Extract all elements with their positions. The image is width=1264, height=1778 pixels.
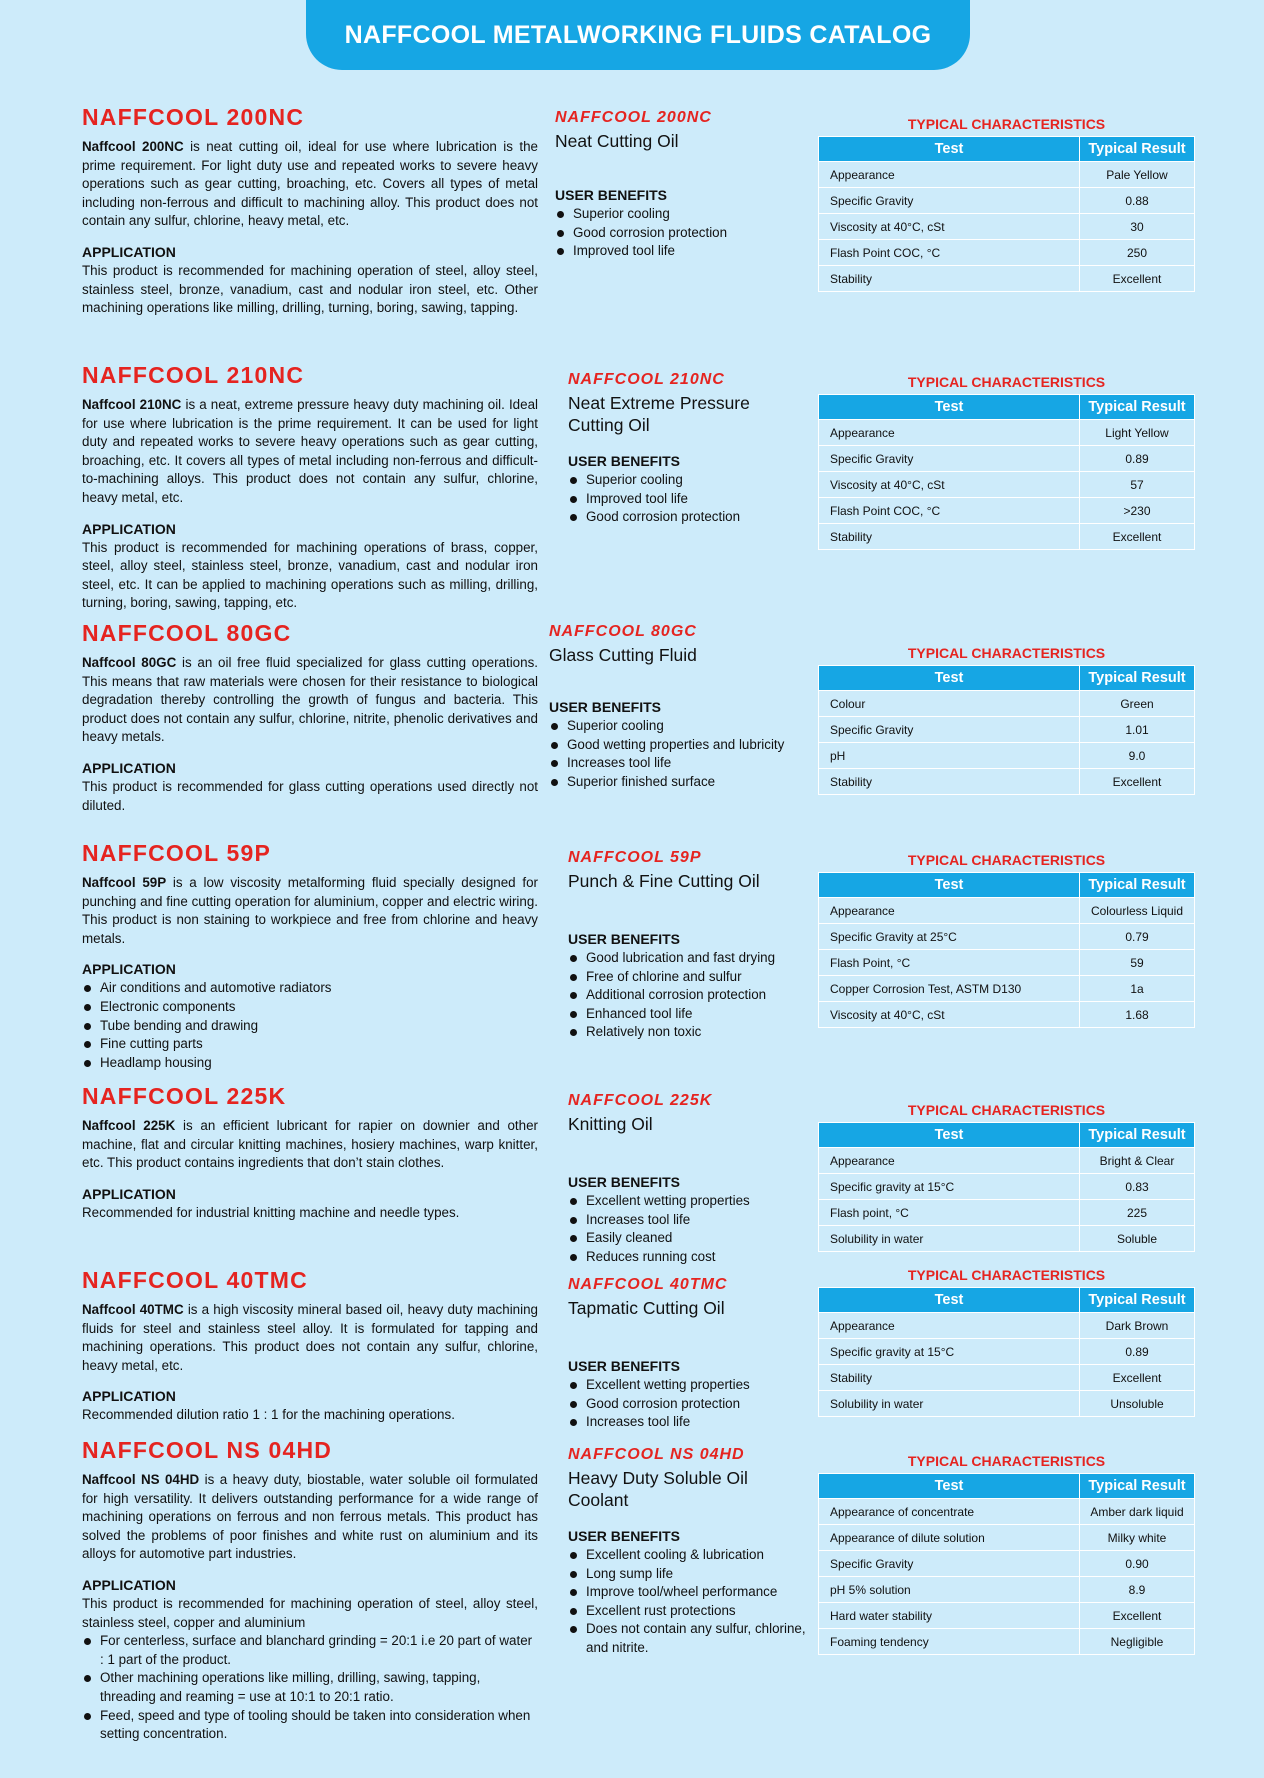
result-cell: Excellent bbox=[1080, 266, 1195, 292]
test-cell: Hard water stability bbox=[819, 1603, 1080, 1629]
table-row bbox=[819, 1148, 1195, 1174]
list-item: Good corrosion protection bbox=[555, 224, 815, 243]
test-cell: Foaming tendency bbox=[819, 1629, 1080, 1655]
table-row bbox=[819, 1551, 1195, 1577]
result-header: Typical Result bbox=[1080, 873, 1195, 898]
result-cell: Bright & Clear bbox=[1080, 1148, 1195, 1174]
catalog-title: NAFFCOOL METALWORKING FLUIDS CATALOG bbox=[344, 20, 932, 49]
table-header-row bbox=[819, 1123, 1195, 1148]
table-row bbox=[819, 1200, 1195, 1226]
product-name-italic: NAFFCOOL 210NC bbox=[568, 371, 725, 388]
product-description bbox=[82, 1437, 538, 1744]
test-cell: Stability bbox=[819, 769, 1080, 795]
table-row bbox=[819, 950, 1195, 976]
list-item: Superior cooling bbox=[549, 717, 809, 736]
product-summary bbox=[568, 1091, 808, 1264]
list-item: Reduces running cost bbox=[568, 1248, 828, 1267]
test-header: Test bbox=[819, 873, 1080, 898]
product-name-italic: NAFFCOOL 40TMC bbox=[568, 1276, 728, 1293]
table-row bbox=[819, 717, 1195, 743]
benefits-list bbox=[555, 205, 815, 261]
result-cell: Negligible bbox=[1080, 1629, 1195, 1655]
result-cell: 9.0 bbox=[1080, 743, 1195, 769]
test-cell: pH bbox=[819, 743, 1080, 769]
product-subtitle: Knitting Oil bbox=[568, 1114, 653, 1134]
table-header-row bbox=[819, 395, 1195, 420]
test-cell: Specific Gravity bbox=[819, 188, 1080, 214]
product-name-bold: Naffcool 210NC bbox=[82, 397, 182, 412]
benefits-list bbox=[568, 1192, 828, 1266]
result-header: Typical Result bbox=[1080, 395, 1195, 420]
user-benefits-heading: USER BENEFITS bbox=[568, 931, 681, 947]
user-benefits-heading: USER BENEFITS bbox=[568, 453, 681, 469]
user-benefits bbox=[549, 698, 809, 791]
table-row bbox=[819, 188, 1195, 214]
product-summary bbox=[568, 1445, 808, 1655]
characteristics-heading: TYPICAL CHARACTERISTICS bbox=[907, 1102, 1106, 1118]
product-title: NAFFCOOL 40TMC bbox=[82, 1267, 308, 1293]
typical-characteristics bbox=[818, 116, 1195, 292]
product-description bbox=[82, 1267, 538, 1425]
result-cell: 0.88 bbox=[1080, 188, 1195, 214]
typical-characteristics bbox=[818, 852, 1195, 1028]
list-item: Good corrosion protection bbox=[568, 508, 828, 527]
table-header-row bbox=[819, 1288, 1195, 1313]
list-item: Excellent rust protections bbox=[568, 1602, 828, 1621]
list-item: Excellent cooling & lubrication bbox=[568, 1546, 828, 1565]
product-desc bbox=[82, 396, 538, 508]
benefits-list bbox=[568, 471, 828, 527]
product-subtitle: Neat Extreme Pressure Cutting Oil bbox=[568, 393, 750, 435]
table-row bbox=[819, 1577, 1195, 1603]
characteristics-heading: TYPICAL CHARACTERISTICS bbox=[907, 374, 1106, 390]
product-name-bold: Naffcool 59P bbox=[82, 875, 167, 890]
test-cell: Appearance of concentrate bbox=[819, 1499, 1080, 1525]
list-item: Does not contain any sulfur, chlorine, and nitrite. bbox=[568, 1620, 828, 1657]
list-item: Electronic components bbox=[82, 998, 538, 1017]
result-cell: 0.89 bbox=[1080, 446, 1195, 472]
test-cell: Solubility in water bbox=[819, 1391, 1080, 1417]
list-item: Feed, speed and type of tooling should be taken into consideration when setting concentration. bbox=[82, 1707, 538, 1744]
product-summary bbox=[568, 848, 808, 1040]
table-row bbox=[819, 1365, 1195, 1391]
table-header-row bbox=[819, 137, 1195, 162]
product-title: NAFFCOOL 59P bbox=[82, 840, 272, 866]
test-cell: Viscosity at 40°C, cSt bbox=[819, 472, 1080, 498]
result-cell: 1a bbox=[1080, 976, 1195, 1002]
test-cell: Appearance bbox=[819, 420, 1080, 446]
result-cell: Unsoluble bbox=[1080, 1391, 1195, 1417]
application-text: Recommended dilution ratio 1 : 1 for the machining operations. bbox=[82, 1407, 455, 1423]
table-row bbox=[819, 472, 1195, 498]
characteristics-table bbox=[818, 1122, 1195, 1252]
characteristics-heading: TYPICAL CHARACTERISTICS bbox=[907, 852, 1106, 868]
table-row bbox=[819, 498, 1195, 524]
product-subtitle: Heavy Duty Soluble Oil Coolant bbox=[568, 1468, 748, 1510]
result-cell: 0.83 bbox=[1080, 1174, 1195, 1200]
product-subtitle: Glass Cutting Fluid bbox=[549, 645, 697, 665]
list-item: Relatively non toxic bbox=[568, 1023, 828, 1042]
result-cell: Green bbox=[1080, 691, 1195, 717]
application-text: This product is recommended for glass cutting operations used directly not diluted. bbox=[82, 778, 538, 813]
characteristics-table bbox=[818, 872, 1195, 1028]
characteristics-table bbox=[818, 665, 1195, 795]
product-summary bbox=[568, 370, 808, 525]
result-cell: >230 bbox=[1080, 498, 1195, 524]
table-header-row bbox=[819, 666, 1195, 691]
user-benefits-heading: USER BENEFITS bbox=[568, 1528, 681, 1544]
product-summary bbox=[549, 622, 789, 789]
test-header: Test bbox=[819, 137, 1080, 162]
product-subtitle: Tapmatic Cutting Oil bbox=[568, 1298, 725, 1318]
product-description bbox=[82, 840, 538, 1072]
product-title: NAFFCOOL 200NC bbox=[82, 104, 305, 130]
user-benefits-heading: USER BENEFITS bbox=[549, 699, 662, 715]
application-list bbox=[82, 979, 538, 1072]
table-row bbox=[819, 524, 1195, 550]
table-row bbox=[819, 446, 1195, 472]
result-cell: Soluble bbox=[1080, 1226, 1195, 1252]
table-row bbox=[819, 743, 1195, 769]
list-item: Other machining operations like milling, drilling, sawing, tapping, threading and reaming = use at 10:1 to 20:1 ratio. bbox=[82, 1669, 538, 1706]
test-cell: Stability bbox=[819, 266, 1080, 292]
result-header: Typical Result bbox=[1080, 1123, 1195, 1148]
list-item: Fine cutting parts bbox=[82, 1035, 538, 1054]
product-desc bbox=[82, 874, 538, 948]
list-item: Increases tool life bbox=[549, 754, 809, 773]
test-cell: Flash Point, °C bbox=[819, 950, 1080, 976]
product-name-bold: Naffcool 225K bbox=[82, 1118, 176, 1133]
test-header: Test bbox=[819, 1474, 1080, 1499]
product-title: NAFFCOOL 210NC bbox=[82, 362, 305, 388]
list-item: Good wetting properties and lubricity bbox=[549, 736, 809, 755]
table-row bbox=[819, 1313, 1195, 1339]
list-item: For centerless, surface and blanchard grinding = 20:1 i.e 20 part of water : 1 part of the product. bbox=[82, 1632, 538, 1669]
characteristics-heading: TYPICAL CHARACTERISTICS bbox=[907, 645, 1106, 661]
product-desc-text: is an oil free fluid specialized for glass cutting operations. This means that raw materials were chosen for their resistance to biological degradation thereby controlling the growth of fungus and bacteria. This product does not contain any sulfur, chlorine, nitrite, phenolic derivatives and heavy metals. bbox=[82, 655, 538, 745]
test-cell: Specific Gravity bbox=[819, 717, 1080, 743]
product-desc-text: is neat cutting oil, ideal for use where lubrication is the prime requirement. For light duty use and repeated works to severe heavy operations such as gear cutting, broaching, etc. Covers all types of metal including non-ferrous and difficult to machining alloy. This product does not contain any sulfur, chlorine, heavy metal, etc. bbox=[82, 139, 539, 229]
typical-characteristics bbox=[818, 1453, 1195, 1655]
application-heading: APPLICATION bbox=[82, 520, 176, 537]
test-cell: Copper Corrosion Test, ASTM D130 bbox=[819, 976, 1080, 1002]
product-name-italic: NAFFCOOL 225K bbox=[568, 1092, 713, 1109]
product-name-bold: Naffcool 40TMC bbox=[82, 1302, 184, 1317]
product-desc bbox=[82, 1117, 538, 1173]
result-cell: 250 bbox=[1080, 240, 1195, 266]
result-cell: 1.68 bbox=[1080, 1002, 1195, 1028]
result-cell: Amber dark liquid bbox=[1080, 1499, 1195, 1525]
result-cell: Excellent bbox=[1080, 1365, 1195, 1391]
characteristics-table bbox=[818, 136, 1195, 292]
test-cell: Specific gravity at 15°C bbox=[819, 1339, 1080, 1365]
user-benefits bbox=[568, 1527, 828, 1658]
characteristics-table bbox=[818, 1287, 1195, 1417]
result-header: Typical Result bbox=[1080, 1288, 1195, 1313]
user-benefits bbox=[568, 452, 828, 527]
test-cell: Appearance bbox=[819, 898, 1080, 924]
list-item: Air conditions and automotive radiators bbox=[82, 979, 538, 998]
test-cell: Specific Gravity at 25°C bbox=[819, 924, 1080, 950]
user-benefits-heading: USER BENEFITS bbox=[568, 1358, 681, 1374]
list-item: Excellent wetting properties bbox=[568, 1192, 828, 1211]
typical-characteristics bbox=[818, 1102, 1195, 1252]
list-item: Free of chlorine and sulfur bbox=[568, 968, 828, 987]
characteristics-table bbox=[818, 1473, 1195, 1655]
application-text: Recommended for industrial knitting machine and needle types. bbox=[82, 1204, 460, 1220]
test-header: Test bbox=[819, 1288, 1080, 1313]
list-item: Enhanced tool life bbox=[568, 1005, 828, 1024]
application-heading: APPLICATION bbox=[82, 759, 176, 776]
list-item: Improved tool life bbox=[568, 490, 828, 509]
result-cell: Pale Yellow bbox=[1080, 162, 1195, 188]
result-cell: 1.01 bbox=[1080, 717, 1195, 743]
application-heading: APPLICATION bbox=[82, 1388, 176, 1405]
product-desc bbox=[82, 1301, 538, 1375]
table-header-row bbox=[819, 1474, 1195, 1499]
product-desc-text: is a high viscosity mineral based oil, heavy duty machining fluids for steel and stainless steel alloy. It is formulated for tapping and machining operations. This product does not contain any sulfur, chlorine, heavy metal, etc. bbox=[82, 1302, 538, 1373]
result-cell: 0.89 bbox=[1080, 1339, 1195, 1365]
list-item: Superior finished surface bbox=[549, 773, 809, 792]
product-name-italic: NAFFCOOL 200NC bbox=[555, 109, 712, 126]
product-name-italic: NAFFCOOL 80GC bbox=[549, 623, 697, 640]
product-summary bbox=[568, 1275, 808, 1430]
table-row bbox=[819, 1174, 1195, 1200]
test-cell: Specific Gravity bbox=[819, 446, 1080, 472]
list-item: Headlamp housing bbox=[82, 1054, 538, 1073]
list-item: Superior cooling bbox=[555, 205, 815, 224]
test-cell: Flash Point COC, °C bbox=[819, 498, 1080, 524]
list-item: Additional corrosion protection bbox=[568, 986, 828, 1005]
table-row bbox=[819, 1629, 1195, 1655]
product-name-bold: Naffcool NS 04HD bbox=[82, 1472, 200, 1487]
list-item: Excellent wetting properties bbox=[568, 1376, 828, 1395]
product-name-bold: Naffcool 80GC bbox=[82, 655, 177, 670]
user-benefits bbox=[568, 1173, 828, 1266]
product-summary bbox=[555, 108, 795, 259]
product-description bbox=[82, 104, 538, 318]
table-row bbox=[819, 266, 1195, 292]
product-subtitle: Neat Cutting Oil bbox=[555, 131, 679, 151]
table-row bbox=[819, 214, 1195, 240]
list-item: Good lubrication and fast drying bbox=[568, 949, 828, 968]
list-item: Tube bending and drawing bbox=[82, 1017, 538, 1036]
typical-characteristics bbox=[818, 1267, 1195, 1417]
user-benefits bbox=[568, 930, 828, 1042]
user-benefits bbox=[568, 1357, 828, 1432]
product-name-italic: NAFFCOOL 59P bbox=[568, 849, 702, 866]
result-cell: 0.90 bbox=[1080, 1551, 1195, 1577]
application-list bbox=[82, 1632, 538, 1744]
test-cell: Appearance bbox=[819, 1148, 1080, 1174]
product-desc-text: is a neat, extreme pressure heavy duty machining oil. Ideal for use where lubrication is the prime requirement. It can be used for light duty and repeated works to severe heavy operations such as gear cutting, broaching, etc. It covers all types of metal including non-ferrous and difficult-to-machining alloys. This product does not contain any sulfur, chlorine, heavy metal, etc. bbox=[82, 397, 538, 505]
result-header: Typical Result bbox=[1080, 1474, 1195, 1499]
product-desc bbox=[82, 654, 538, 747]
characteristics-table bbox=[818, 394, 1195, 550]
table-row bbox=[819, 420, 1195, 446]
test-cell: Appearance of dilute solution bbox=[819, 1525, 1080, 1551]
product-desc-text: is a heavy duty, biostable, water soluble oil formulated for high versatility. It delivers outstanding performance for a wide range of machining operations on ferrous and non ferrous metals. This product has solved the problems of poor finishes and white rust on aluminium and its alloys for automotive part industries. bbox=[82, 1472, 538, 1562]
product-desc-text: is a low viscosity metalforming fluid specially designed for punching and fine cutting operation for aluminium, copper and electric wiring. This product is non staining to workpiece and free from chlorine and heavy metals. bbox=[82, 875, 538, 946]
product-description bbox=[82, 620, 538, 815]
test-cell: Specific Gravity bbox=[819, 1551, 1080, 1577]
characteristics-heading: TYPICAL CHARACTERISTICS bbox=[907, 1267, 1106, 1283]
typical-characteristics bbox=[818, 645, 1195, 795]
application-text: This product is recommended for machining operation of steel, alloy steel, stainless steel, bronze, vanadium, cast and nodular iron steel, etc. Other machining operations like milling, drilling, turning, boring, sawing, tapping. bbox=[82, 262, 538, 316]
table-row bbox=[819, 691, 1195, 717]
application-heading: APPLICATION bbox=[82, 961, 176, 978]
product-desc-text: is an efficient lubricant for rapier on downier and other machine, flat and circular knitting machines, hosiery machines, warp knitter, etc. This product contains ingredients that don’t stain clothes. bbox=[82, 1118, 538, 1171]
result-cell: 0.79 bbox=[1080, 924, 1195, 950]
application-heading: APPLICATION bbox=[82, 1185, 176, 1202]
product-title: NAFFCOOL 80GC bbox=[82, 620, 292, 646]
result-cell: 8.9 bbox=[1080, 1577, 1195, 1603]
result-header: Typical Result bbox=[1080, 137, 1195, 162]
test-cell: pH 5% solution bbox=[819, 1577, 1080, 1603]
table-row bbox=[819, 240, 1195, 266]
test-cell: Colour bbox=[819, 691, 1080, 717]
test-cell: Viscosity at 40°C, cSt bbox=[819, 214, 1080, 240]
benefits-list bbox=[549, 717, 809, 791]
application-heading: APPLICATION bbox=[82, 1576, 176, 1593]
result-cell: 225 bbox=[1080, 1200, 1195, 1226]
characteristics-heading: TYPICAL CHARACTERISTICS bbox=[907, 1453, 1106, 1469]
test-cell: Solubility in water bbox=[819, 1226, 1080, 1252]
table-row bbox=[819, 976, 1195, 1002]
application-text: This product is recommended for machining operations of brass, copper, steel, alloy steel, stainless steel, bronze, vanadium, cast and nodular iron steel, etc. It can be applied to machining operations such as milling, drilling, turning, boring, sawing, tapping, etc. bbox=[82, 539, 538, 611]
product-name-bold: Naffcool 200NC bbox=[82, 139, 184, 154]
list-item: Superior cooling bbox=[568, 471, 828, 490]
table-row bbox=[819, 162, 1195, 188]
test-header: Test bbox=[819, 395, 1080, 420]
table-header-row bbox=[819, 873, 1195, 898]
result-cell: 59 bbox=[1080, 950, 1195, 976]
application-heading: APPLICATION bbox=[82, 243, 176, 260]
table-row bbox=[819, 1603, 1195, 1629]
result-cell: Dark Brown bbox=[1080, 1313, 1195, 1339]
table-row bbox=[819, 924, 1195, 950]
result-cell: Colourless Liquid bbox=[1080, 898, 1195, 924]
benefits-list bbox=[568, 949, 828, 1042]
test-header: Test bbox=[819, 666, 1080, 691]
product-description bbox=[82, 1083, 538, 1222]
user-benefits bbox=[555, 186, 815, 261]
result-cell: Milky white bbox=[1080, 1525, 1195, 1551]
result-cell: 30 bbox=[1080, 214, 1195, 240]
table-row bbox=[819, 1391, 1195, 1417]
test-cell: Stability bbox=[819, 524, 1080, 550]
table-row bbox=[819, 1226, 1195, 1252]
table-row bbox=[819, 898, 1195, 924]
table-row bbox=[819, 1339, 1195, 1365]
test-cell: Stability bbox=[819, 1365, 1080, 1391]
product-desc bbox=[82, 1471, 538, 1564]
list-item: Improve tool/wheel performance bbox=[568, 1583, 828, 1602]
benefits-list bbox=[568, 1376, 828, 1432]
table-row bbox=[819, 1499, 1195, 1525]
list-item: Improved tool life bbox=[555, 242, 815, 261]
benefits-list bbox=[568, 1546, 828, 1658]
product-name-italic: NAFFCOOL NS 04HD bbox=[568, 1446, 745, 1463]
user-benefits-heading: USER BENEFITS bbox=[555, 187, 668, 203]
test-cell: Flash Point COC, °C bbox=[819, 240, 1080, 266]
product-title: NAFFCOOL 225K bbox=[82, 1083, 287, 1109]
list-item: Increases tool life bbox=[568, 1413, 828, 1432]
result-header: Typical Result bbox=[1080, 666, 1195, 691]
table-row bbox=[819, 1002, 1195, 1028]
result-cell: Light Yellow bbox=[1080, 420, 1195, 446]
characteristics-heading: TYPICAL CHARACTERISTICS bbox=[907, 116, 1106, 132]
test-cell: Appearance bbox=[819, 1313, 1080, 1339]
catalog-banner bbox=[306, 0, 970, 70]
result-cell: Excellent bbox=[1080, 1603, 1195, 1629]
product-description bbox=[82, 362, 538, 613]
user-benefits-heading: USER BENEFITS bbox=[568, 1174, 681, 1190]
list-item: Long sump life bbox=[568, 1565, 828, 1584]
product-desc bbox=[82, 138, 538, 231]
list-item: Increases tool life bbox=[568, 1211, 828, 1230]
list-item: Good corrosion protection bbox=[568, 1395, 828, 1414]
test-cell: Specific gravity at 15°C bbox=[819, 1174, 1080, 1200]
application-text: This product is recommended for machining operation of steel, alloy steel, stainless steel, copper and aluminium bbox=[82, 1595, 538, 1630]
test-cell: Appearance bbox=[819, 162, 1080, 188]
result-cell: Excellent bbox=[1080, 769, 1195, 795]
result-cell: 57 bbox=[1080, 472, 1195, 498]
test-cell: Viscosity at 40°C, cSt bbox=[819, 1002, 1080, 1028]
table-row bbox=[819, 769, 1195, 795]
test-header: Test bbox=[819, 1123, 1080, 1148]
test-cell: Flash point, °C bbox=[819, 1200, 1080, 1226]
list-item: Easily cleaned bbox=[568, 1229, 828, 1248]
typical-characteristics bbox=[818, 374, 1195, 550]
result-cell: Excellent bbox=[1080, 524, 1195, 550]
product-subtitle: Punch & Fine Cutting Oil bbox=[568, 871, 760, 891]
table-row bbox=[819, 1525, 1195, 1551]
product-title: NAFFCOOL NS 04HD bbox=[82, 1437, 333, 1463]
